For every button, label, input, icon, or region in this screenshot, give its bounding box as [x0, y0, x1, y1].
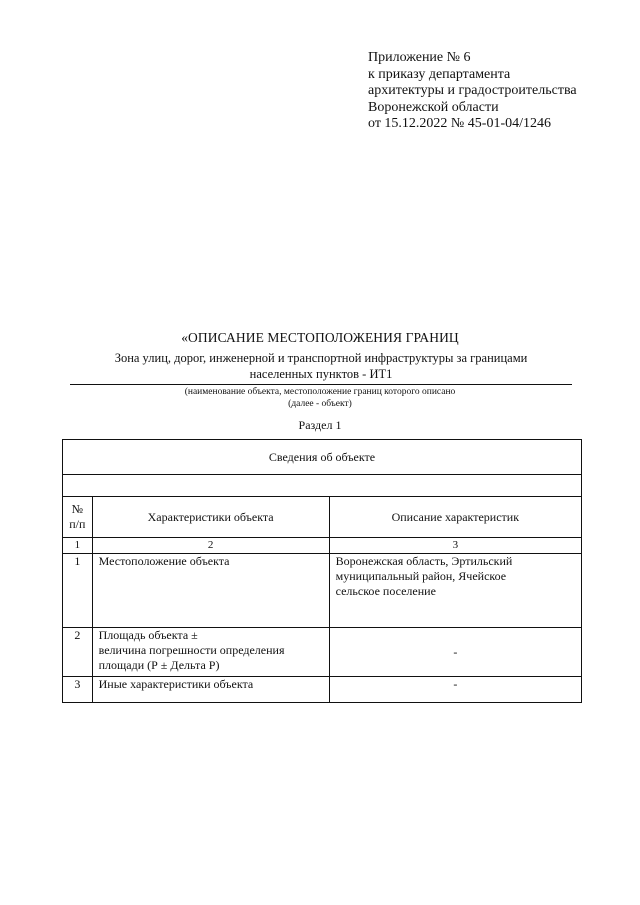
row-characteristic — [92, 628, 329, 677]
table-row — [63, 677, 582, 703]
note-line: (далее - объект) — [288, 398, 352, 409]
object-name-line: населенных пунктов - ИТ1 — [249, 366, 393, 381]
row-characteristic: Иные характеристики объекта — [92, 677, 329, 703]
row-number: 3 — [63, 677, 93, 703]
characteristic-line: величина погрешности определения — [98, 643, 285, 657]
annex-line: от 15.12.2022 № 45-01-04/1246 — [368, 116, 552, 131]
description-line: Воронежская область, Эртильский — [335, 554, 513, 568]
description-line: сельское поселение — [335, 584, 436, 598]
header-description: Описание характеристик — [329, 497, 581, 538]
column-number: 2 — [92, 538, 329, 554]
column-number: 3 — [329, 538, 581, 554]
table-row — [63, 628, 582, 677]
column-number-row — [63, 538, 582, 554]
document-title: «ОПИСАНИЕ МЕСТОПОЛОЖЕНИЯ ГРАНИЦ — [181, 330, 459, 345]
header-characteristics: Характеристики объекта — [92, 497, 329, 538]
object-name — [70, 351, 572, 385]
row-description — [329, 554, 581, 628]
description-line: муниципальный район, Ячейское — [335, 569, 507, 583]
note-line: (наименование объекта, местоположение границ которого описано — [184, 387, 456, 397]
header-num-line: п/п — [69, 517, 86, 531]
annex-block — [368, 50, 628, 133]
row-description: - — [329, 628, 581, 677]
object-info-table — [62, 439, 582, 703]
table-caption: Сведения об объекте — [63, 440, 582, 475]
row-number: 1 — [63, 554, 93, 628]
row-number: 2 — [63, 628, 93, 677]
object-name-note — [0, 387, 640, 410]
characteristic-line: площади (Р ± Дельта Р) — [98, 658, 220, 672]
table-header-row — [63, 497, 582, 538]
object-name-line: Зона улиц, дорог, инженерной и транспортной инфраструктуры за границами — [114, 351, 528, 365]
annex-line: к приказу департамента — [368, 66, 511, 82]
characteristic-line: Площадь объекта ± — [98, 628, 198, 642]
column-number: 1 — [63, 538, 93, 554]
row-description: - — [329, 677, 581, 703]
annex-line: Приложение № 6 — [368, 50, 471, 65]
header-num-line: № — [71, 502, 84, 516]
annex-line: архитектуры и градостроительства — [368, 83, 577, 98]
section-title: Раздел 1 — [298, 418, 342, 432]
row-characteristic: Местоположение объекта — [92, 554, 329, 628]
table-caption-row — [63, 440, 582, 475]
table-blank-row — [63, 475, 582, 497]
header-num — [63, 497, 93, 538]
annex-line: Воронежской области — [368, 99, 499, 115]
table-row — [63, 554, 582, 628]
blank-cell — [63, 475, 582, 497]
